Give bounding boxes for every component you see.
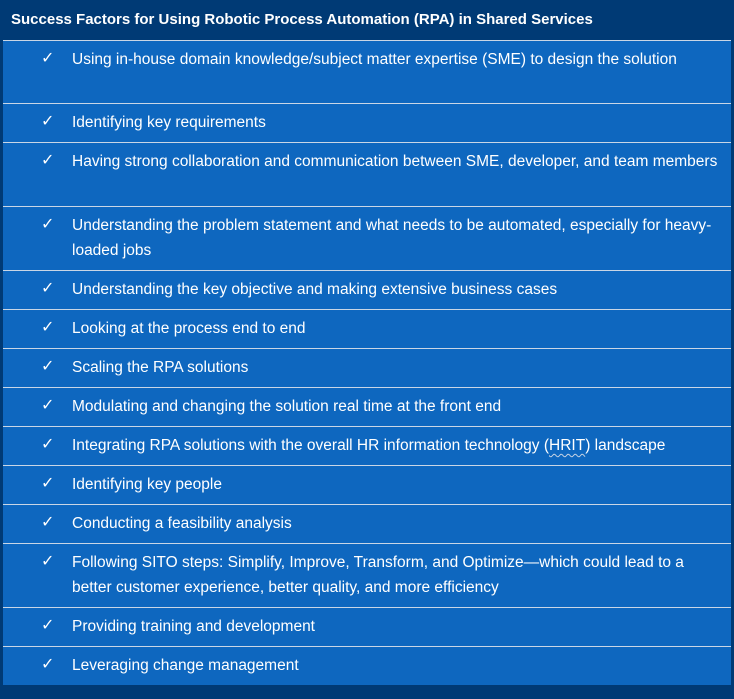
checkmark-icon: ✓ (41, 397, 55, 414)
list-item-text: Understanding the problem statement and what needs to be automated, especially for heavy-loaded jobs (72, 217, 712, 259)
list-item (3, 103, 731, 142)
list-item (3, 40, 731, 103)
checkmark-icon: ✓ (41, 152, 55, 169)
checkmark-icon: ✓ (41, 656, 55, 673)
list-item (3, 426, 731, 465)
list-item (3, 543, 731, 607)
list-item (3, 270, 731, 309)
list-item-text-part: ) landscape (585, 437, 666, 454)
list-item (3, 504, 731, 543)
success-factors-list (3, 40, 731, 685)
list-item (3, 465, 731, 504)
list-item-text: Conducting a feasibility analysis (72, 515, 292, 532)
list-item-text: Scaling the RPA solutions (72, 359, 249, 376)
list-item-text (72, 433, 721, 458)
checkmark-icon: ✓ (41, 358, 55, 375)
list-item-text: Identifying key requirements (72, 114, 266, 131)
list-item-text: Identifying key people (72, 476, 222, 493)
list-item-text-part: Integrating RPA solutions with the overall HR information technology ( (72, 437, 550, 454)
checkmark-icon: ✓ (41, 113, 55, 130)
checkmark-icon: ✓ (41, 553, 55, 570)
checkmark-icon: ✓ (41, 617, 55, 634)
list-item-text: Providing training and development (72, 618, 315, 635)
list-item-text: Having strong collaboration and communication between SME, developer, and team members (72, 153, 718, 170)
checkmark-icon: ✓ (41, 216, 55, 233)
list-item-text: Leveraging change management (72, 657, 299, 674)
list-item (3, 607, 731, 646)
checkmark-icon: ✓ (41, 475, 55, 492)
spellcheck-marked-word: HRIT (549, 437, 586, 454)
table-title: Success Factors for Using Robotic Process Automation (RPA) in Shared Services (11, 11, 593, 28)
list-item-text: Understanding the key objective and making extensive business cases (72, 281, 558, 298)
checkmark-icon: ✓ (41, 436, 55, 453)
checkmark-icon: ✓ (41, 514, 55, 531)
checkmark-icon: ✓ (41, 280, 55, 297)
list-item (3, 387, 731, 426)
list-item-text: Looking at the process end to end (72, 320, 306, 337)
list-item (3, 142, 731, 206)
checkmark-icon: ✓ (41, 50, 55, 67)
list-item (3, 309, 731, 348)
list-item-text: Using in-house domain knowledge/subject matter expertise (SME) to design the solution (72, 51, 677, 68)
list-item (3, 646, 731, 685)
list-item (3, 206, 731, 270)
list-item (3, 348, 731, 387)
list-item-text: Following SITO steps: Simplify, Improve, Transform, and Optimize—which could lead to a better customer experience, better quality, and more efficiency (72, 554, 684, 596)
list-item-text: Modulating and changing the solution real time at the front end (72, 398, 502, 415)
checkmark-icon: ✓ (41, 319, 55, 336)
